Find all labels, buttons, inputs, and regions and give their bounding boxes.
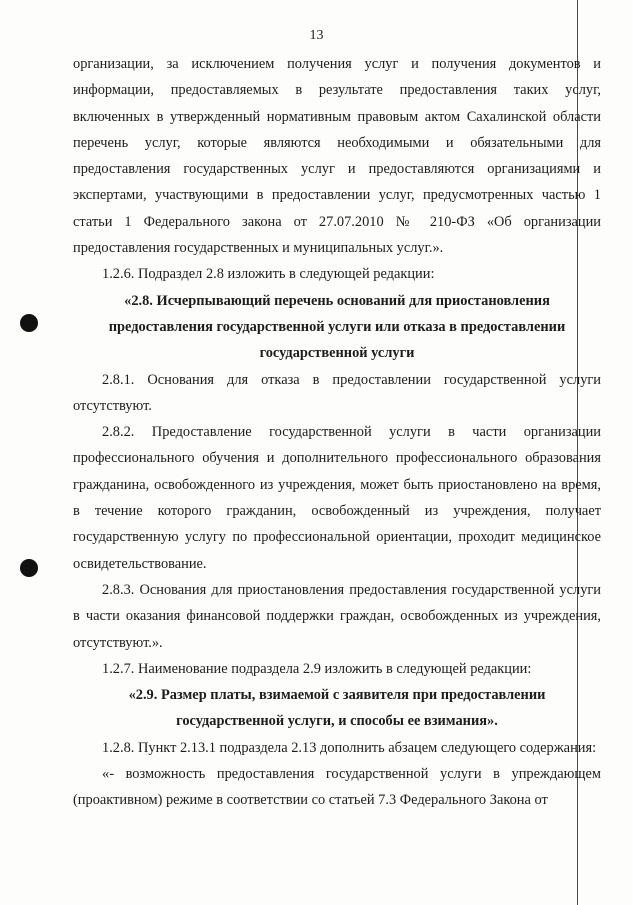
paragraph: «- возможность предоставления государственной услуги в упреждающем (проактивном) режиме в соответствии со статьей 7.3 Федерального Закона от	[73, 766, 601, 809]
paragraph: 2.8.3. Основания для приостановления предоставления государственной услуги в части оказания финансовой поддержки граждан, освобожденных из учреждения, отсутствуют.».	[73, 581, 601, 651]
paragraph: 2.8.2. Предоставление государственной услуги в части организации профессионального обучения и дополнительного профессионального образования гражданина, освобожденного из учреждения, может быть приостановлено на время, в течение которого гражданин, освобожденный из учреждения, получает государственную услугу по профессиональной ориентации, проходит медицинское освидетельствование.	[73, 424, 601, 572]
section-heading: «2.8. Исчерпывающий перечень оснований для приостановления предоставления государственной услуги или отказа в предоставлении государственной услуги	[108, 292, 566, 362]
paragraph: 1.2.6. Подраздел 2.8 изложить в следующей редакции:	[102, 266, 435, 283]
document-body	[73, 51, 601, 814]
punch-hole	[20, 314, 38, 332]
page-number: 13	[309, 28, 324, 43]
punch-hole	[20, 559, 38, 577]
section-heading: «2.9. Размер платы, взимаемой с заявителя при предоставлении государственной услуги, и способы ее взимания».	[128, 687, 546, 730]
paragraph: 1.2.8. Пункт 2.13.1 подраздела 2.13 дополнить абзацем следующего содержания:	[102, 739, 597, 756]
paragraph: организации, за исключением получения услуг и получения документов и информации, предоставляемых в результате предоставления таких услуг, включенных в утвержденный нормативным правовым актом Сахалинской области перечень услуг, которые являются необходимыми и обязательными для предоставления государственных услуг и предоставляются организациями и экспертами, участвующими в предоставлении услуг, предусмотренных частью 1 статьи 1 Федерального закона от 27.07.2010 № 210-ФЗ «Об организации предоставления государственных и муниципальных услуг.».	[73, 56, 601, 257]
paragraph: 2.8.1. Основания для отказа в предоставлении государственной услуги отсутствуют.	[73, 371, 601, 414]
paragraph: 1.2.7. Наименование подраздела 2.9 изложить в следующей редакции:	[102, 660, 532, 677]
